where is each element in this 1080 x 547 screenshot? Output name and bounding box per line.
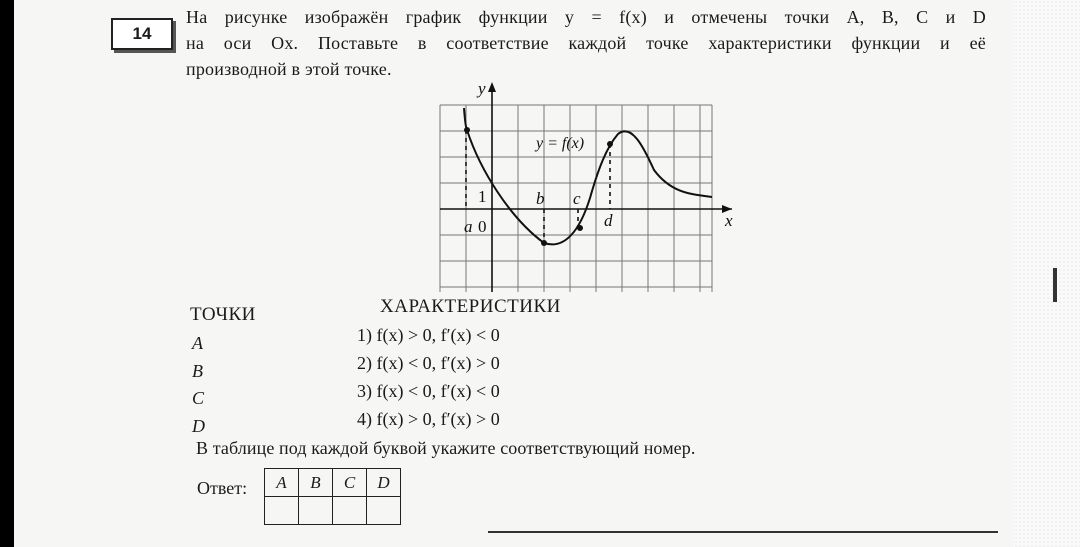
points-header: ТОЧКИ — [190, 304, 256, 325]
characteristic-1: 1) f(x) > 0, f′(x) < 0 — [357, 325, 500, 345]
answer-col-B: B — [299, 469, 333, 497]
task-number: 14 — [132, 24, 152, 43]
answer-col-C: C — [333, 469, 367, 497]
y-axis-arrow-icon — [488, 82, 496, 92]
point-c-marker — [577, 225, 583, 231]
point-C: C — [192, 388, 205, 408]
answer-table — [264, 468, 401, 525]
function-label: y = f(x) — [536, 135, 585, 152]
function-graph — [420, 78, 740, 298]
y-axis-label: y — [478, 79, 486, 98]
characteristic-3: 3) f(x) < 0, f′(x) < 0 — [357, 381, 500, 401]
answer-col-A: A — [265, 469, 299, 497]
characteristic-4: 4) f(x) > 0, f′(x) > 0 — [357, 409, 500, 429]
task-statement — [186, 4, 986, 82]
point-d-label: d — [604, 211, 613, 230]
point-c-label: c — [573, 189, 581, 208]
answer-cell-A[interactable] — [265, 497, 299, 525]
task-line-3: производной в этой точке. — [186, 59, 392, 79]
point-a-marker — [464, 127, 470, 133]
answer-input-row — [265, 497, 401, 525]
point-b-label: b — [536, 189, 545, 208]
task-line-2: на оси Ox. Поставьте в соответствие каждой точке характеристики функции и её — [186, 33, 986, 53]
answer-label: Ответ: — [197, 478, 248, 498]
answer-col-D: D — [367, 469, 401, 497]
point-b-marker — [541, 240, 547, 246]
x-axis-label: x — [725, 211, 733, 230]
point-D: D — [192, 416, 205, 436]
function-curve — [464, 108, 712, 244]
answer-header-row — [265, 469, 401, 497]
characteristic-2: 2) f(x) < 0, f′(x) > 0 — [357, 353, 500, 373]
point-A: A — [192, 333, 203, 353]
instruction-text: В таблице под каждой буквой укажите соответствующий номер. — [196, 438, 696, 458]
page-edge — [1014, 0, 1080, 547]
characteristics-header: ХАРАКТЕРИСТИКИ — [380, 296, 561, 317]
scan-mark — [1053, 268, 1057, 302]
unit-label: 1 — [478, 187, 487, 206]
point-d-marker — [607, 141, 613, 147]
answer-cell-C[interactable] — [333, 497, 367, 525]
task-line-1: На рисунке изображён график функции y = f(x) и отмечены точки A, B, C и D — [186, 7, 986, 27]
origin-label: 0 — [478, 217, 487, 236]
answer-cell-D[interactable] — [367, 497, 401, 525]
point-a-label: a — [464, 217, 473, 236]
bottom-rule — [488, 531, 998, 533]
answer-cell-B[interactable] — [299, 497, 333, 525]
point-B: B — [192, 361, 203, 381]
task-number-box — [111, 18, 173, 50]
